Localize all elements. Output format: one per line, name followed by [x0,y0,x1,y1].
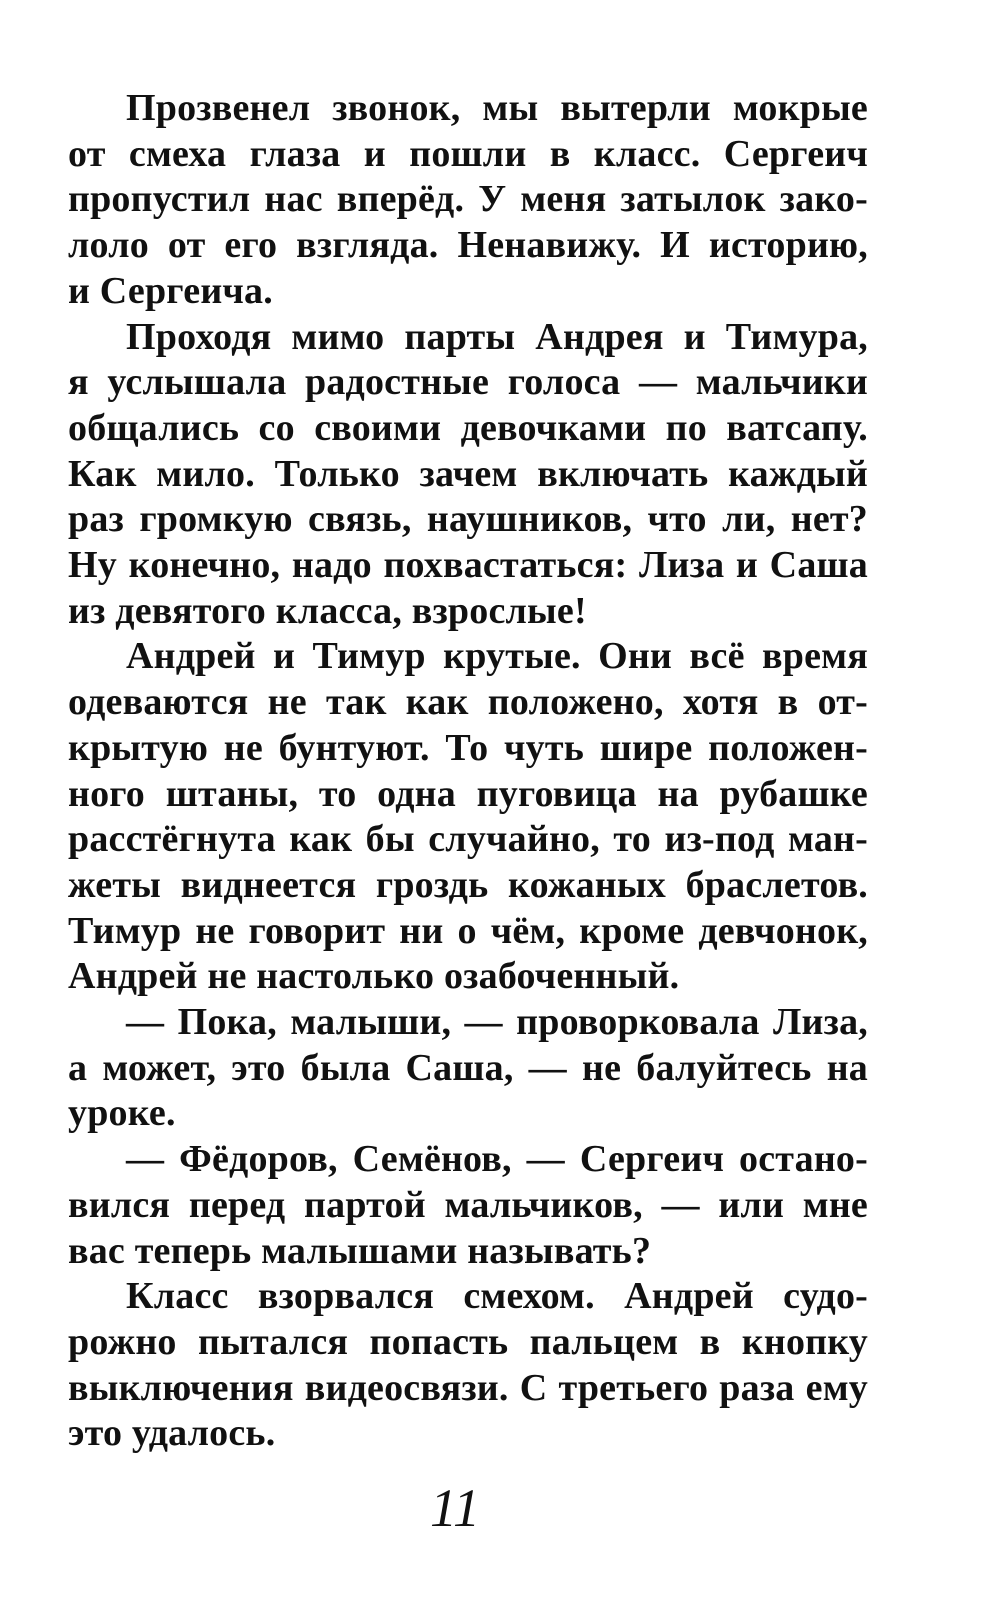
text-line: Класс взорвался смехом. Андрей судо- [126,1275,868,1318]
page-body-text [68,86,868,1457]
text-line: Как мило. Только зачем включать каждый [68,452,868,495]
paragraph-3 [68,634,868,1000]
text-line: а может, это была Саша, — не балуйтесь на [68,1046,868,1089]
paragraph-6 [68,1274,868,1457]
page-number: 11 [430,1478,480,1538]
text-line: Прозвенел звонок, мы вытерли мокрые [126,87,868,129]
text-line: крытую не бунтуют. То чуть шире положен- [68,726,868,769]
text-line: раз громкую связь, наушников, что ли, нет? [68,498,868,541]
text-line: общались со своими девочками по ватсапу. [68,406,868,449]
text-line: от смеха глаза и пошли в класс. Сергеич [68,132,868,175]
text-line: из девятого класса, взрослые! [68,589,587,632]
text-line: жеты виднеется гроздь кожаных браслетов. [68,863,868,906]
paragraph-1 [68,86,868,315]
text-line: уроке. [68,1092,176,1135]
text-line: рожно пытался попасть пальцем в кнопку [68,1320,868,1363]
text-line: вился перед партой мальчиков, — или мне [68,1183,868,1226]
text-line: Андрей не настолько озабоченный. [68,955,680,998]
text-line: выключения видеосвязи. С третьего раза ему [68,1366,868,1409]
text-line: я услышала радостные голоса — мальчики [68,361,868,404]
text-line: расстёгнута как бы случайно, то из-под ман- [68,818,868,861]
text-line: — Пока, малыши, — проворковала Лиза, [126,1001,868,1044]
text-line: одеваются не так как положено, хотя в от- [68,681,868,724]
paragraph-4 [68,1000,868,1137]
text-line: Тимур не говорит ни о чём, кроме девчонок, [68,909,868,952]
paragraph-2 [68,315,868,635]
text-line: Ну конечно, надо похвастаться: Лиза и Саша [68,544,868,587]
text-line: Андрей и Тимур крутые. Они всё время [126,635,868,678]
text-line: и Сергеича. [68,269,273,312]
text-line: Проходя мимо парты Андрея и Тимура, [126,315,868,358]
text-line: ного штаны, то одна пуговица на рубашке [68,772,868,815]
paragraph-5 [68,1137,868,1274]
text-line: лоло от его взгляда. Ненавижу. И историю, [68,224,868,267]
text-line: вас теперь малышами называть? [68,1229,652,1272]
text-line: это удалось. [68,1412,276,1455]
text-line: пропустил нас вперёд. У меня затылок зако- [68,178,868,221]
text-line: — Фёдоров, Семёнов, — Сергеич остано- [126,1138,868,1181]
